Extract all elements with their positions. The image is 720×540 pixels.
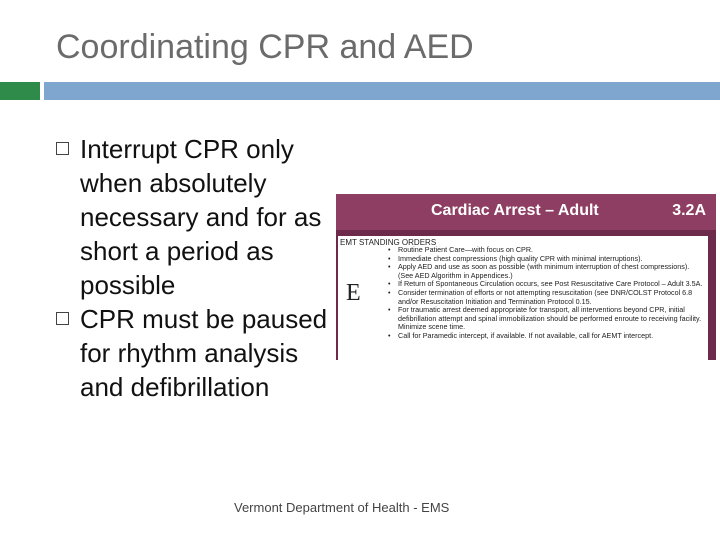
bullet-text: Interrupt CPR only when absolutely necessary and for as short a period as possible xyxy=(80,134,322,300)
protocol-order-item: • If Return of Spontaneous Circulation occurs, see Post Resuscitative Care Protocol – Adult 3.5A. xyxy=(386,280,706,289)
accent-bar-blue xyxy=(44,82,720,100)
square-bullet-icon xyxy=(56,142,69,155)
protocol-card-image xyxy=(336,194,716,360)
bullet-text: CPR must be paused for rhythm analysis and defibrillation xyxy=(80,304,328,402)
protocol-card-header xyxy=(336,194,716,230)
protocol-order-item: • Immediate chest compressions (high quality CPR with minimal interruptions). xyxy=(386,255,706,264)
protocol-orders-list xyxy=(386,246,706,341)
protocol-order-item: • Apply AED and use as soon as possible (with minimum interruption of chest compressions). (See AED Algorithm in Appendices.) xyxy=(386,263,706,280)
square-bullet-icon xyxy=(56,312,69,325)
slide-footer: Vermont Department of Health - EMS xyxy=(234,500,450,515)
bullet-item xyxy=(48,302,338,404)
bullet-item xyxy=(48,132,338,302)
protocol-level-letter: E xyxy=(346,280,361,306)
protocol-section-label: EMT STANDING ORDERS xyxy=(340,238,437,247)
protocol-order-item: • Routine Patient Care—with focus on CPR. xyxy=(386,246,706,255)
protocol-order-item: • Call for Paramedic intercept, if available. If not available, call for AEMT intercept. xyxy=(386,332,706,341)
protocol-card-body xyxy=(338,236,708,360)
protocol-card-number: 3.2A xyxy=(672,202,706,219)
protocol-order-item: • Consider termination of efforts or not attempting resuscitation (see DNR/COLST Protocol 6.8 and/or Resuscitation Initiation and Termination Protocol 0.15. xyxy=(386,289,706,306)
accent-bar-green xyxy=(0,82,40,100)
protocol-card-title: Cardiac Arrest – Adult xyxy=(431,202,599,219)
protocol-order-item: • For traumatic arrest deemed appropriate for transport, all interventions beyond CPR, initial defibrillation attempt and spinal immobilization should be performed enroute to receiving facility. Minimize scene time. xyxy=(386,306,706,332)
slide-title: Coordinating CPR and AED xyxy=(56,28,474,66)
bullet-list xyxy=(48,132,338,404)
